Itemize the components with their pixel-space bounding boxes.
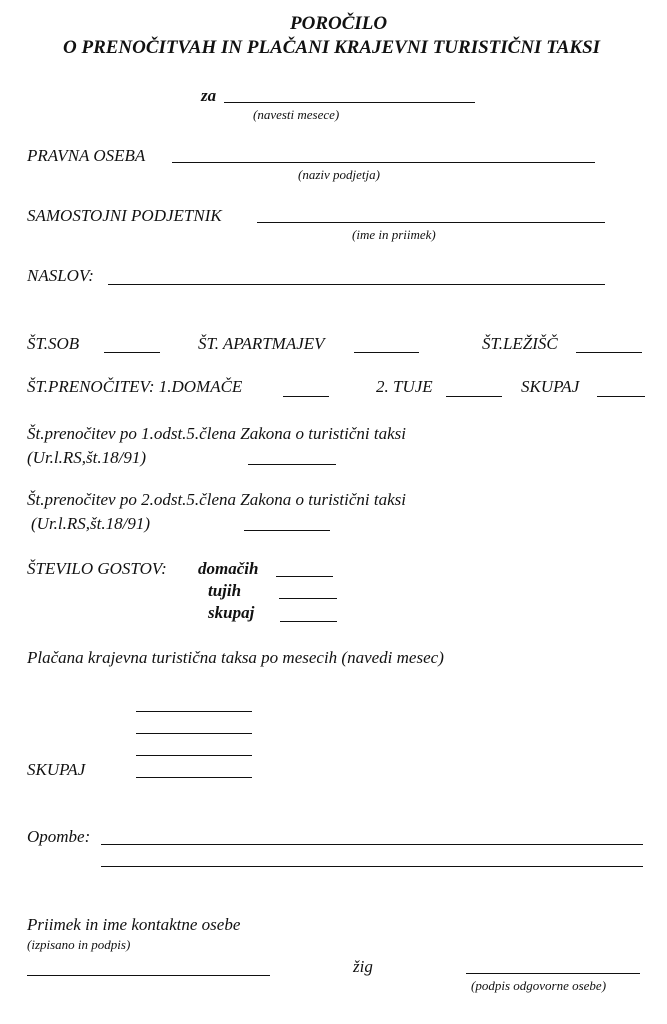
guests-label: ŠTEVILO GOSTOV: [27, 559, 167, 578]
guests-foreign-label: tujih [208, 581, 242, 600]
guests-total-field[interactable] [280, 621, 337, 622]
address-label: NASLOV: [27, 266, 94, 285]
tax-month-field[interactable] [136, 755, 252, 756]
overnights-foreign-field[interactable] [446, 396, 502, 397]
guests-foreign-field[interactable] [279, 598, 337, 599]
signature-hint: (podpis odgovorne osebe) [471, 978, 607, 993]
rooms-label: ŠT.SOB [27, 334, 80, 353]
law-para2-field[interactable] [244, 530, 330, 531]
guests-total-label: skupaj [208, 603, 255, 622]
sole-trader-label: SAMOSTOJNI PODJETNIK [27, 206, 222, 225]
sole-trader-field[interactable] [257, 222, 605, 223]
tax-month-field[interactable] [136, 711, 252, 712]
legal-entity-field[interactable] [172, 162, 595, 163]
notes-label: Opombe: [27, 827, 91, 846]
form-subtitle: O PRENOČITVAH IN PLAČANI KRAJEVNI TURISTIČNI TAKSI [63, 37, 601, 58]
overnights-domestic-field[interactable] [283, 396, 329, 397]
overnights-foreign-label: 2. TUJE [376, 377, 433, 396]
contact-hint: (izpisano in podpis) [27, 937, 131, 952]
period-label: za [201, 86, 217, 105]
law-para1-line2: (Ur.l.RS,št.18/91) [27, 448, 146, 467]
contact-field[interactable] [27, 975, 270, 976]
apartments-field[interactable] [354, 352, 419, 353]
law-para1-field[interactable] [248, 464, 336, 465]
tax-total-label: SKUPAJ [27, 760, 86, 779]
law-para2-line1: Št.prenočitev po 2.odst.5.člena Zakona o turistični taksi [27, 490, 406, 509]
guests-domestic-label: domačih [198, 559, 259, 578]
contact-label: Priimek in ime kontaktne osebe [27, 915, 241, 934]
sole-trader-hint: (ime in priimek) [352, 227, 436, 242]
tax-total-field[interactable] [136, 777, 252, 778]
notes-field[interactable] [101, 844, 643, 845]
signature-field[interactable] [466, 973, 640, 974]
overnights-total-field[interactable] [597, 396, 645, 397]
beds-field[interactable] [576, 352, 642, 353]
beds-label: ŠT.LEŽIŠČ [482, 334, 558, 353]
rooms-field[interactable] [104, 352, 160, 353]
period-hint: (navesti mesece) [253, 107, 340, 122]
notes-field[interactable] [101, 866, 643, 867]
law-para1-line1: Št.prenočitev po 1.odst.5.člena Zakona o turistični taksi [27, 424, 406, 443]
law-para2-line2: (Ur.l.RS,št.18/91) [31, 514, 150, 533]
period-field[interactable] [224, 102, 475, 103]
legal-entity-hint: (naziv podjetja) [298, 167, 380, 182]
address-field[interactable] [108, 284, 605, 285]
overnights-total-label: SKUPAJ [521, 377, 580, 396]
stamp-label: žig [353, 957, 373, 976]
apartments-label: ŠT. APARTMAJEV [198, 334, 325, 353]
guests-domestic-field[interactable] [276, 576, 333, 577]
tax-label: Plačana krajevna turistična taksa po mesecih (navedi mesec) [27, 648, 444, 667]
legal-entity-label: PRAVNA OSEBA [27, 146, 146, 165]
tax-month-field[interactable] [136, 733, 252, 734]
form-title: POROČILO [290, 13, 388, 34]
overnights-label: ŠT.PRENOČITEV: 1.DOMAČE [27, 377, 243, 396]
